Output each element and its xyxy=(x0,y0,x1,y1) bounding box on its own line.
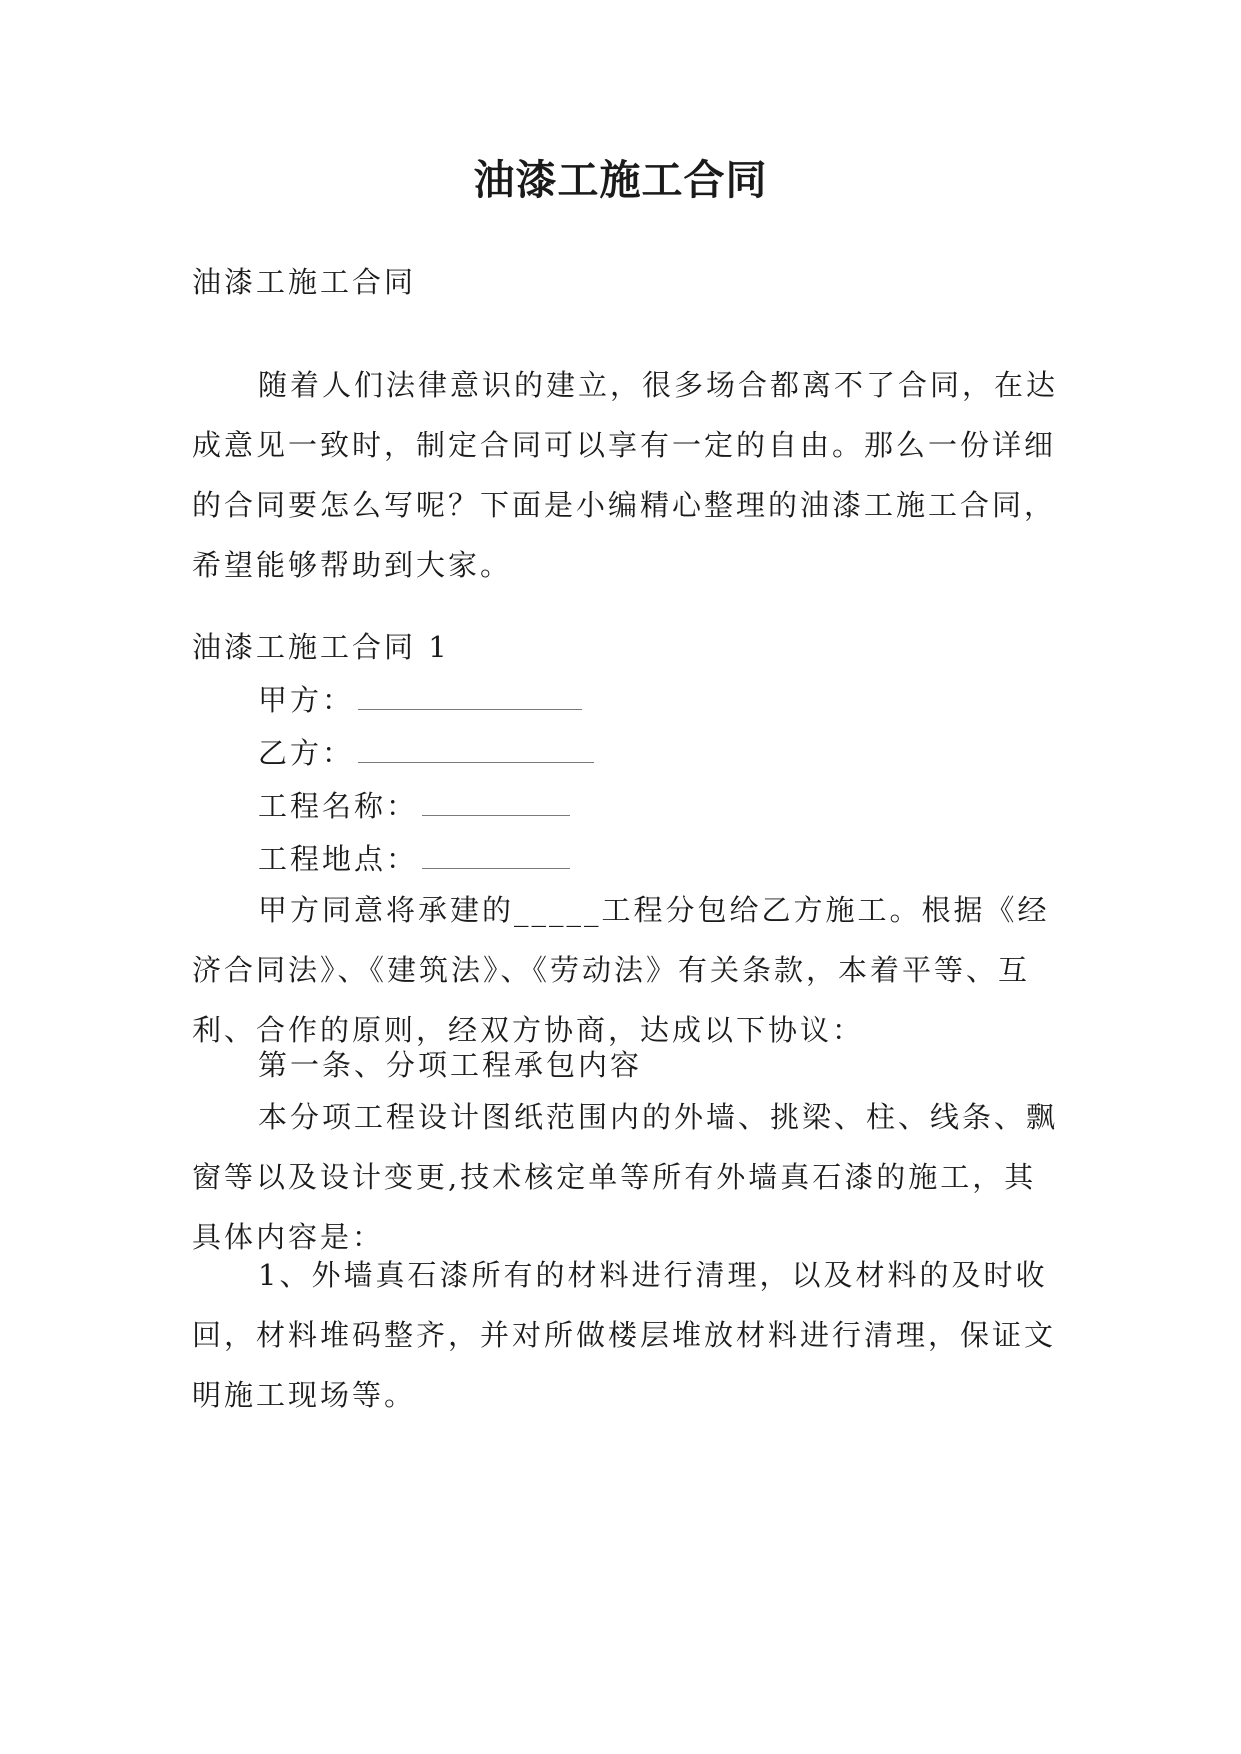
document-subtitle: 油漆工施工合同 xyxy=(192,265,417,299)
project-name-line xyxy=(258,776,570,836)
article-1-heading: 第一条、分项工程承包内容 xyxy=(258,1048,643,1082)
item-1-paragraph: 1、外墙真石漆所有的材料进行清理，以及材料的及时收回，材料堆码整齐，并对所做楼层堆放材料进行清理，保证文明施工现场等。 xyxy=(192,1258,1057,1412)
article-1-paragraph: 本分项工程设计图纸范围内的外墙、挑梁、柱、线条、飘窗等以及设计变更,技术核定单等所有外墙真石漆的施工，其具体内容是： xyxy=(192,1100,1059,1254)
party-a-label: 甲方： xyxy=(258,683,355,717)
party-b-blank[interactable] xyxy=(358,742,594,763)
agreement-text-part2: 工程分包给乙方施工。根据《经济合同法》、《建筑法》、《劳动法》有关条款，本着平等、互利、合作的原则，经双方协商，达成以下协议： xyxy=(192,893,1050,1047)
document-title: 油漆工施工合同 xyxy=(473,156,768,204)
party-a-line xyxy=(258,670,582,730)
agreement-paragraph xyxy=(192,880,1062,1060)
project-name-label: 工程名称： xyxy=(258,789,419,823)
contract-1-heading: 油漆工施工合同 1 xyxy=(192,630,450,664)
party-b-line xyxy=(258,723,594,783)
agreement-text-part1: 甲方同意将承建的 xyxy=(258,893,515,927)
project-name-blank[interactable] xyxy=(422,795,570,816)
agreement-project-blank: _____ xyxy=(514,893,602,927)
party-b-label: 乙方： xyxy=(258,736,355,770)
party-a-blank[interactable] xyxy=(358,689,582,710)
project-location-blank[interactable] xyxy=(422,848,570,869)
intro-paragraph: 随着人们法律意识的建立，很多场合都离不了合同，在达成意见一致时，制定合同可以享有一定的自由。那么一份详细的合同要怎么写呢？下面是小编精心整理的油漆工施工合同，希望能够帮助到大家。 xyxy=(192,368,1059,582)
project-location-label: 工程地点： xyxy=(258,842,419,876)
